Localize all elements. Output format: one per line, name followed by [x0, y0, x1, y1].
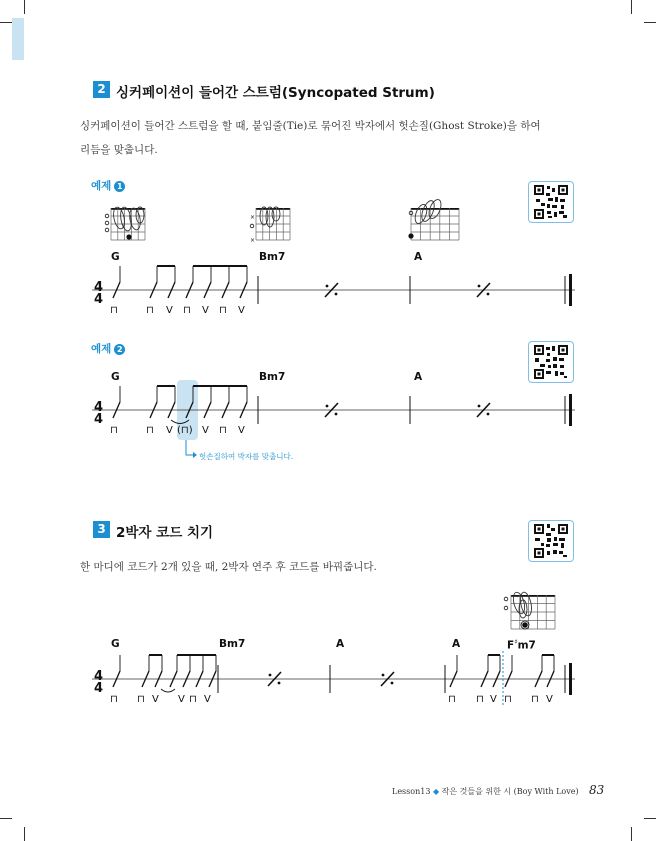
chord-label: Bm7 [259, 371, 286, 383]
downstroke-symbol: ⊓ [219, 425, 227, 436]
section-title: 2박자 코드 치기 [116, 525, 214, 541]
diamond-icon: ◆ [432, 787, 440, 796]
downstroke-symbol: ⊓ [448, 694, 456, 705]
crop-mark [24, 827, 25, 841]
page-number: 83 [589, 783, 605, 797]
example-label-text: 예제 [91, 343, 112, 355]
chord-diagram-g [103, 202, 153, 244]
example-label-text: 예제 [91, 180, 112, 192]
chord-label: Bm7 [259, 251, 286, 263]
crop-mark [631, 827, 632, 841]
upstroke-symbol: V [204, 694, 211, 705]
qr-code-icon [534, 185, 568, 219]
footer-lesson: Lesson13 [392, 787, 431, 796]
time-signature-top: 4 [94, 280, 104, 295]
time-signature-bottom: 4 [94, 681, 104, 696]
section-title: 싱커페이션이 들어간 스트럼(Syncopated Strum) [116, 85, 435, 101]
chord-label-fsharp-m7 [507, 638, 536, 652]
crop-mark [644, 818, 656, 819]
example-label [91, 178, 125, 193]
upstroke-symbol: V [490, 694, 497, 705]
upstroke-symbol: V [166, 305, 173, 316]
sharp-sign: ♯ [514, 638, 518, 646]
tie-arc [161, 689, 175, 692]
downstroke-symbol: ⊓ [504, 694, 512, 705]
crop-mark [644, 22, 656, 23]
chord-root: F [507, 639, 515, 652]
svg-text:×: × [250, 214, 256, 221]
description-line: 싱커페이션이 들어간 스트럼을 할 때, 붙임줄(Tie)로 묶어진 박자에서 헛손질(Ghost Stroke)을 하여 [80, 120, 541, 132]
section-number: 2 [93, 81, 110, 98]
time-signature-bottom: 4 [94, 412, 104, 427]
tie-arc [171, 420, 189, 424]
svg-text:×: × [250, 237, 256, 244]
downstroke-symbol: ⊓ [110, 694, 118, 705]
downstroke-symbol: ⊓ [476, 694, 484, 705]
chord-label: Bm7 [219, 638, 246, 650]
footer-lesson-info [392, 786, 579, 797]
downstroke-symbol: ⊓ [189, 694, 197, 705]
upstroke-symbol: V [166, 425, 173, 436]
upstroke-symbol: V [546, 694, 553, 705]
example-label [91, 341, 125, 356]
ghost-downstroke-symbol: (⊓) [177, 425, 193, 436]
qr-code[interactable] [528, 520, 574, 562]
description-line: 리듬을 맞춥니다. [80, 144, 158, 156]
crop-mark [631, 0, 632, 14]
upstroke-symbol: V [238, 305, 245, 316]
rhythm-staff-example3 [80, 651, 580, 707]
rhythm-staff-example1 [80, 262, 580, 318]
chord-diagram-bm7 [248, 202, 298, 244]
callout-arrow-icon [183, 440, 199, 460]
chord-label: G [111, 638, 120, 650]
time-signature-bottom: 4 [94, 292, 104, 307]
chord-label: A [336, 638, 345, 650]
section-description: 한 마디에 코드가 2개 있을 때, 2박자 연주 후 코드를 바꿔줍니다. [80, 561, 377, 573]
chord-label: A [452, 638, 461, 650]
qr-code-icon [534, 524, 568, 558]
rhythm-staff-example2 [80, 382, 580, 438]
qr-code-icon [534, 345, 568, 379]
upstroke-symbol: V [202, 305, 209, 316]
chord-label: A [414, 371, 423, 383]
example-number: 1 [114, 181, 125, 192]
downstroke-symbol: ⊓ [219, 305, 227, 316]
example-number: 2 [114, 344, 125, 355]
crop-mark [24, 0, 25, 14]
crop-mark [0, 22, 12, 23]
downstroke-symbol: ⊓ [137, 694, 145, 705]
time-signature-top: 4 [94, 400, 104, 415]
chord-quality: m7 [517, 639, 536, 652]
downstroke-symbol: ⊓ [110, 305, 118, 316]
chord-diagram-fsharp-m7 [499, 586, 561, 636]
section-description [80, 114, 541, 162]
qr-code[interactable] [528, 341, 574, 383]
downstroke-symbol: ⊓ [110, 425, 118, 436]
chord-label: A [414, 251, 423, 263]
upstroke-symbol: V [238, 425, 245, 436]
qr-code[interactable] [528, 181, 574, 223]
downstroke-symbol: ⊓ [183, 305, 191, 316]
ghost-stroke-note: 헛손질하여 박자를 맞춥니다. [199, 452, 294, 461]
upstroke-symbol: V [152, 694, 159, 705]
downstroke-symbol: ⊓ [146, 425, 154, 436]
chord-label: G [111, 251, 120, 263]
footer-song: 작은 것들을 위한 시 (Boy With Love) [441, 787, 579, 796]
downstroke-symbol: ⊓ [531, 694, 539, 705]
upstroke-symbol: V [202, 425, 209, 436]
time-signature-top: 4 [94, 669, 104, 684]
downstroke-symbol: ⊓ [146, 305, 154, 316]
section-number: 3 [93, 521, 110, 538]
page-tab-marker [12, 18, 24, 60]
chord-label: G [111, 371, 120, 383]
chord-diagram-a [403, 197, 465, 245]
crop-mark [0, 818, 12, 819]
upstroke-symbol: V [178, 694, 185, 705]
